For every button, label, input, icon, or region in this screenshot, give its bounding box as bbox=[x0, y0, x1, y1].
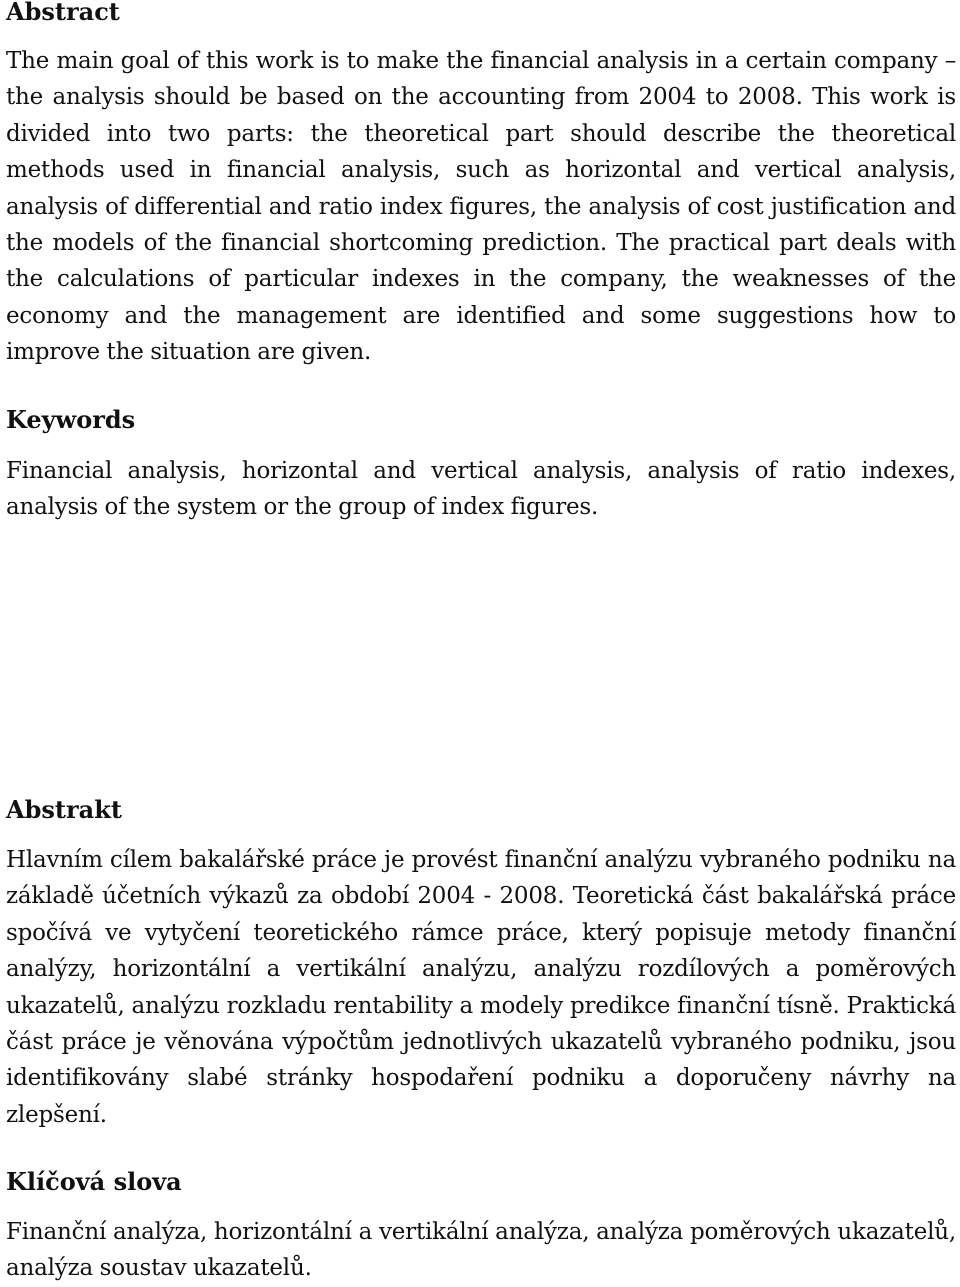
abstrakt-heading: Abstrakt bbox=[6, 795, 122, 824]
abstract-paragraph: The main goal of this work is to make the financial analysis in a certain company – the analysis should be based on the accounting from 2004 to 2008. This work is divided into two parts: the theoretical part should describe the theoretical methods used in financial analysis, such as horizontal and vertical analysis, analysis of differential and ratio index figures, the analysis of cost justification and the models of the financial shortcoming prediction. The practical part deals with the calculations of particular indexes in the company, the weaknesses of the economy and the management are identified and some suggestions how to improve the situation are given. bbox=[6, 48, 956, 366]
abstract-heading: Abstract bbox=[6, 0, 120, 26]
klicova-slova-heading: Klíčová slova bbox=[6, 1167, 182, 1196]
abstrakt-paragraph: Hlavním cílem bakalářské práce je provést finanční analýzu vybraného podniku na základě účetních výkazů za období 2004 - 2008. Teoretická část bakalářská práce spočívá ve vytyčení teoretického rámce práce, který popisuje metody finanční analýzy, horizontální a vertikální analýzu, analýzu rozdílových a poměrových ukazatelů, analýzu rozkladu rentability a modely predikce finanční tísně. Praktická část práce je věnována výpočtům jednotlivých ukazatelů vybraného podniku, jsou identifikovány slabé stránky hospodaření podniku a doporučeny návrhy na zlepšení. bbox=[6, 847, 956, 1128]
klicova-slova-paragraph: Finanční analýza, horizontální a vertikální analýza, analýza poměrových ukazatelů, analýza soustav ukazatelů. bbox=[6, 1219, 956, 1282]
keywords-heading: Keywords bbox=[6, 405, 136, 434]
keywords-paragraph: Financial analysis, horizontal and vertical analysis, analysis of ratio indexes, analysis of the system or the group of index figures. bbox=[6, 458, 956, 521]
